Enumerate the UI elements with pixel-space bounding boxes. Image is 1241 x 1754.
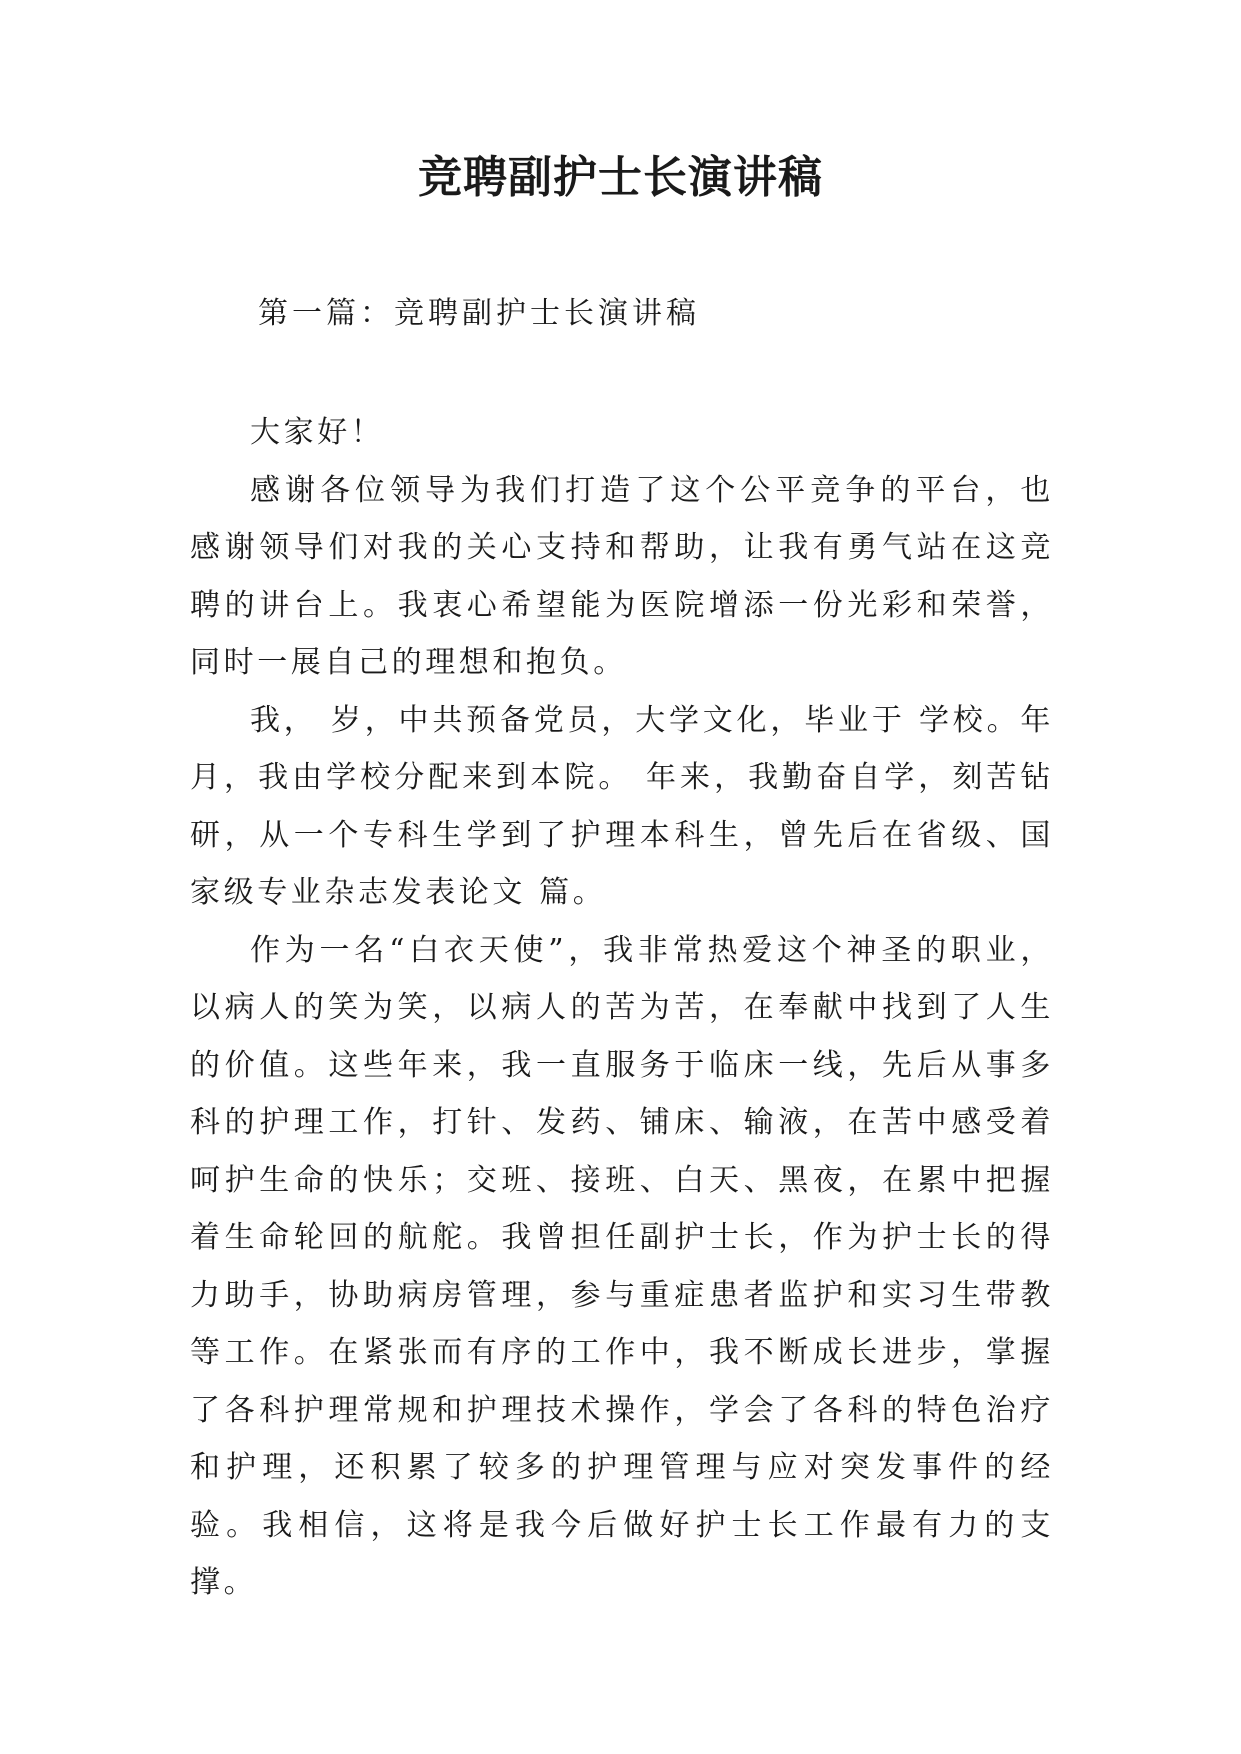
document-title: 竞聘副护士长演讲稿 bbox=[418, 152, 823, 203]
body-paragraph: 作为一名“白衣天使”，我非常热爱这个神圣的职业，以病人的笑为笑，以病人的苦为苦，在奉献中找到了人生的价值。这些年来，我一直服务于临床一线，先后从事多科的护理工作，打针、发药、铺床、输液，在苦中感受着呵护生命的快乐；交班、接班、白天、黑夜，在累中把握着生命轮回的航舵。我曾担任副护士长，作为护士长的得力助手，协助病房管理，参与重症患者监护和实习生带教等工作。在紧张而有序的工作中，我不断成长进步，掌握了各科护理常规和护理技术操作，学会了各科的特色治疗和护理，还积累了较多的护理管理与应对突发事件的经验。我相信，这将是我今后做好护士长工作最有力的支撑。 bbox=[190, 932, 1054, 1600]
body-paragraph: 感谢各位领导为我们打造了这个公平竞争的平台，也感谢领导们对我的关心支持和帮助，让我有勇气站在这竞聘的讲台上。我衷心希望能为医院增添一份光彩和荣誉，同时一展自己的理想和抱负。 bbox=[190, 472, 1054, 680]
document-body bbox=[190, 404, 1054, 1612]
greeting-paragraph: 大家好！ bbox=[250, 415, 385, 450]
section-heading: 第一篇：竞聘副护士长演讲稿 bbox=[258, 296, 700, 331]
body-paragraph: 我， 岁，中共预备党员，大学文化，毕业于 学校。年 月，我由学校分配来到本院。 年来，我勤奋自学，刻苦钻研，从一个专科生学到了护理本科生，曾先后在省级、国家级专业杂志发表论文 篇。 bbox=[190, 702, 1054, 910]
